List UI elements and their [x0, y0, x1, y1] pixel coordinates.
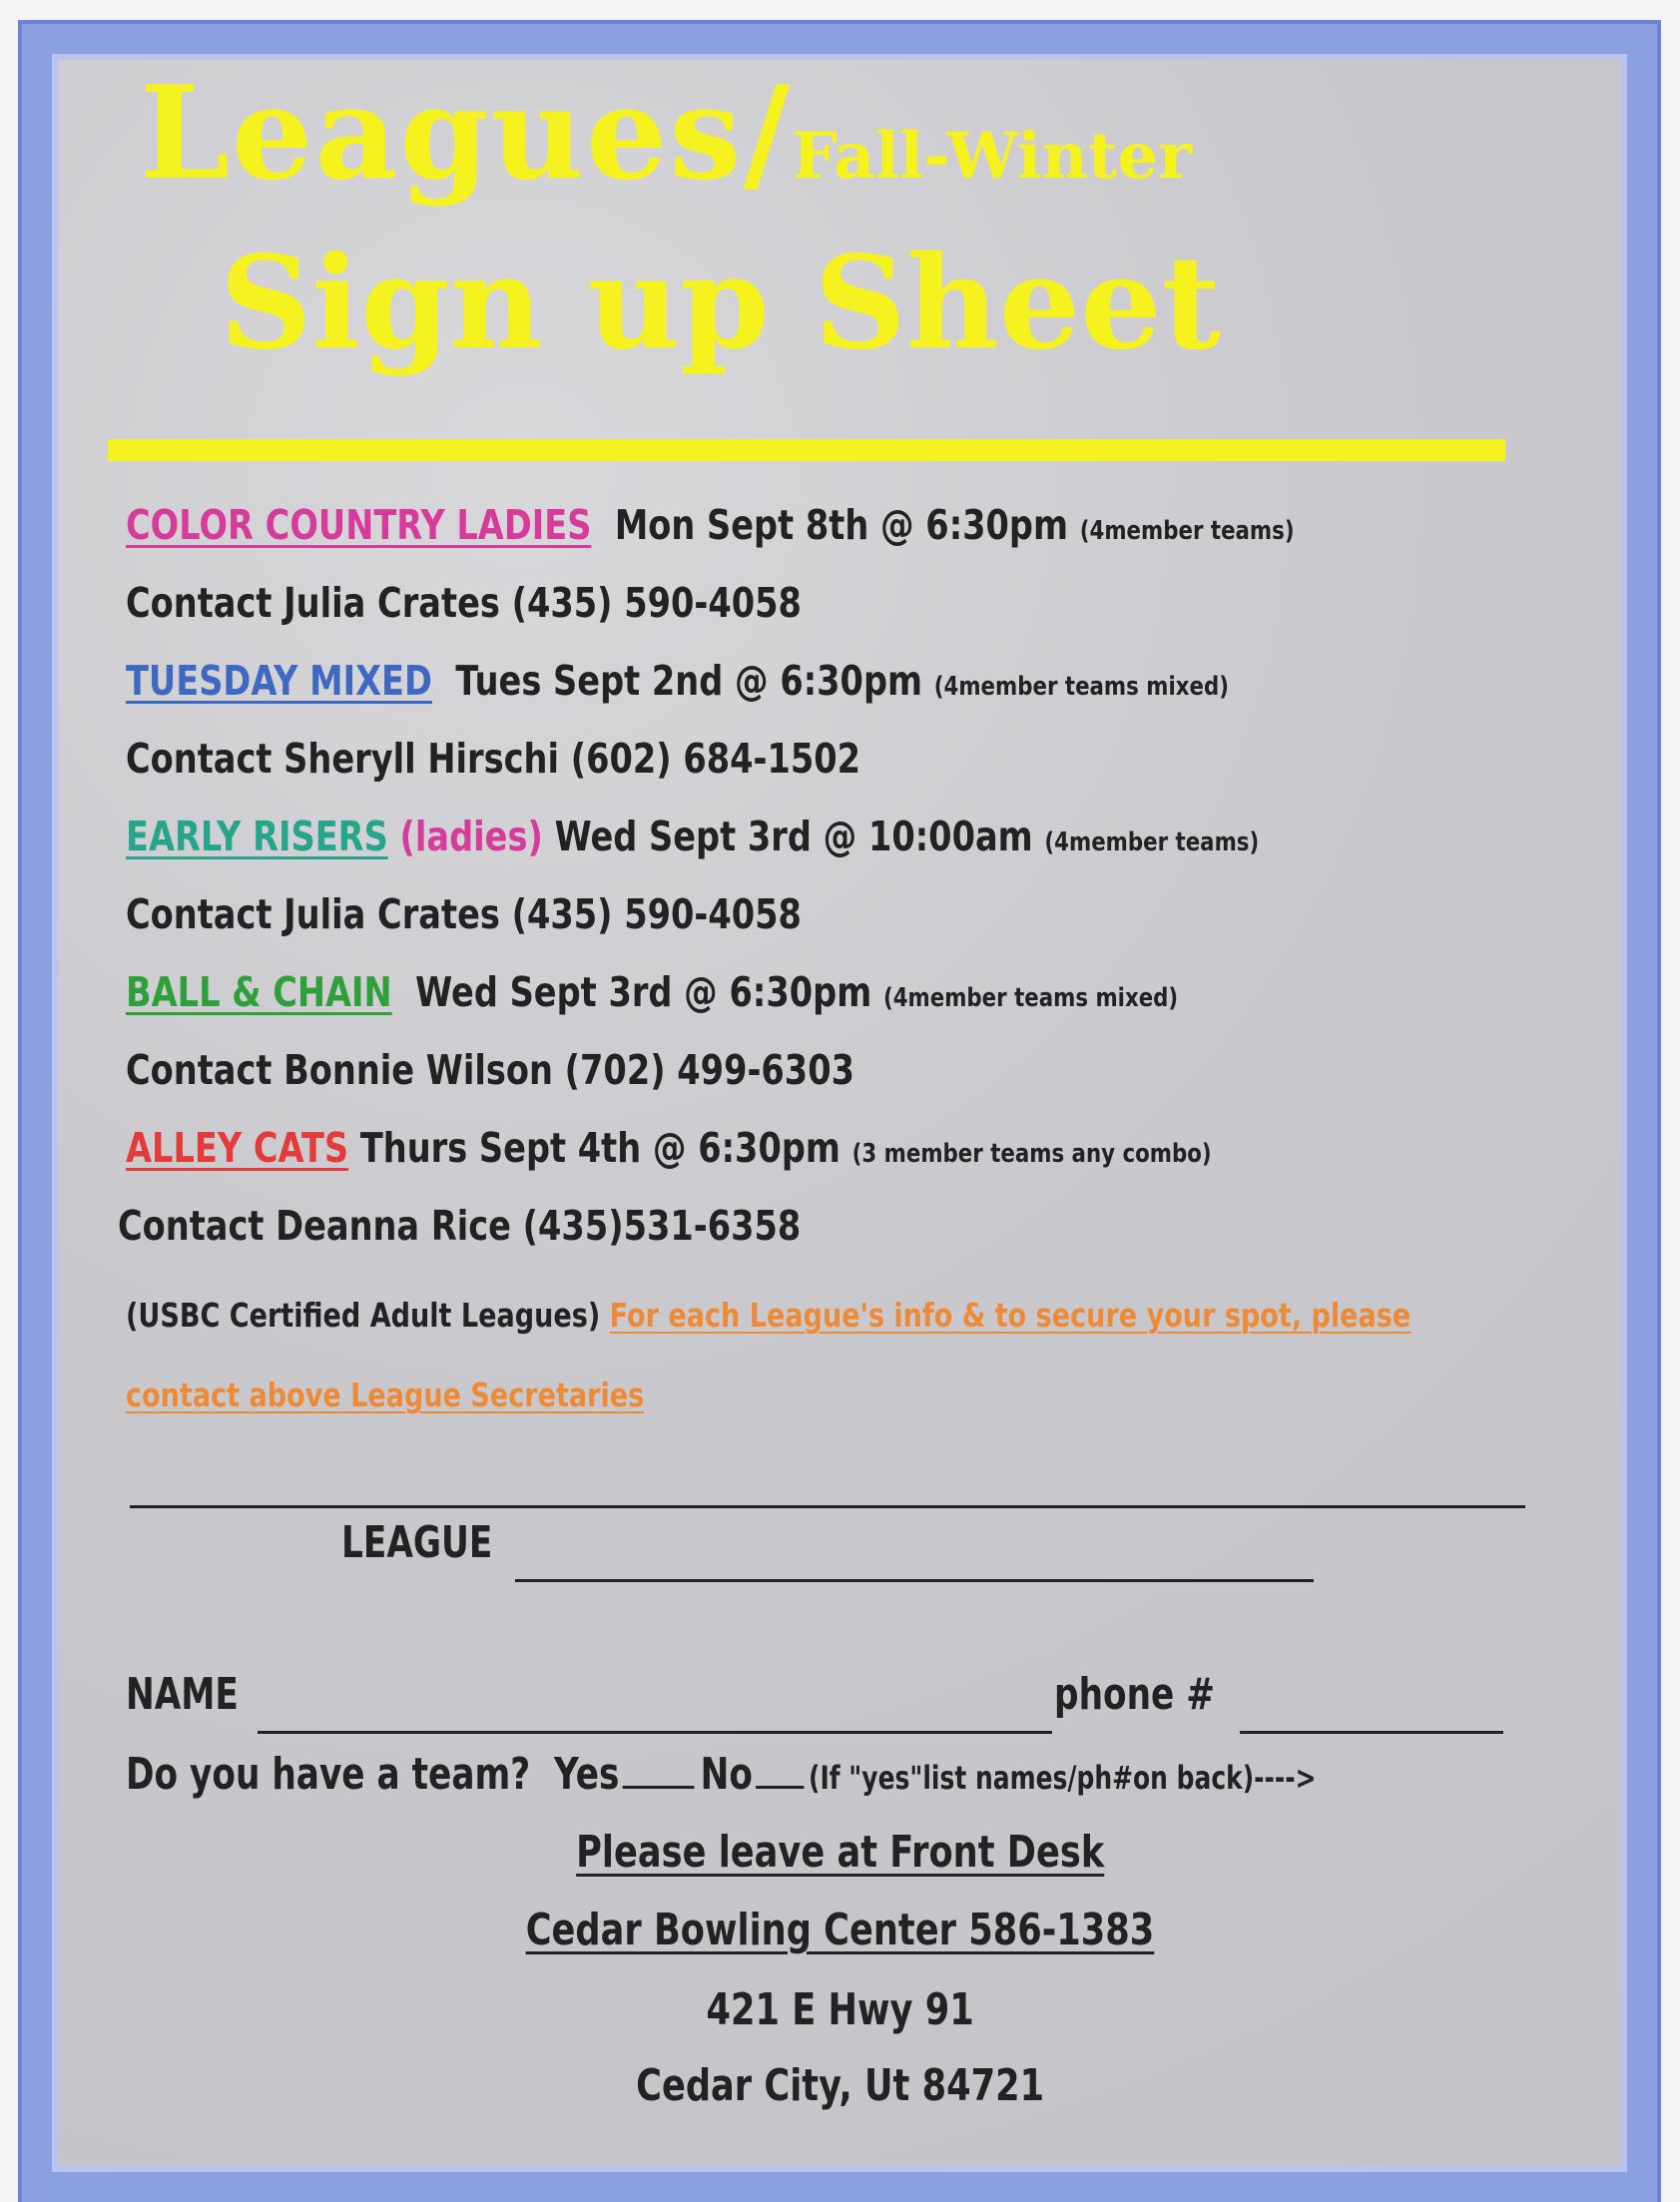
league-team-size: (3 member teams any combo) — [851, 1139, 1212, 1169]
yes-label: Yes — [554, 1749, 620, 1800]
league-qualifier: (ladies) — [399, 813, 543, 860]
center-name-row — [0, 1905, 1680, 1955]
league-contact-ball-chain: Contact Bonnie Wilson (702) 499-6303 — [126, 1046, 854, 1094]
leave-note: Please leave at Front Desk — [575, 1827, 1105, 1878]
name-label: NAME — [126, 1669, 239, 1720]
team-question-row — [126, 1749, 1316, 1800]
league-input[interactable] — [515, 1579, 1314, 1582]
yes-input[interactable] — [623, 1786, 695, 1789]
title-season: Fall-Winter — [792, 119, 1192, 194]
name-input[interactable] — [258, 1731, 1052, 1734]
certified-note: (USBC Certified Adult Leagues) — [126, 1296, 601, 1335]
no-input[interactable] — [756, 1786, 804, 1789]
league-team-size: (4member teams mixed) — [882, 983, 1179, 1013]
league-name-early-risers: EARLY RISERS — [126, 813, 388, 860]
address-line-1-row — [0, 1984, 1680, 2035]
title-divider — [108, 439, 1505, 461]
league-name-alley-cats: ALLEY CATS — [126, 1124, 349, 1172]
address-line-2-row — [0, 2060, 1680, 2111]
league-name-ball-chain: BALL & CHAIN — [126, 968, 392, 1016]
address-line-2: Cedar City, Ut 84721 — [636, 2060, 1044, 2111]
league-schedule: Mon Sept 8th @ 6:30pm — [614, 501, 1069, 549]
address-line-1: 421 E Hwy 91 — [706, 1984, 974, 2035]
form-divider — [130, 1505, 1525, 1508]
league-label: LEAGUE — [341, 1517, 493, 1568]
title-signup: Sign up Sheet — [220, 229, 1221, 378]
title-leagues: Leagues/ — [140, 59, 793, 209]
league-row-color-country — [126, 501, 1295, 549]
league-team-size: (4member teams) — [1079, 516, 1295, 546]
info-note-text-2: contact above League Secretaries — [126, 1376, 645, 1414]
league-row-tuesday-mixed — [126, 657, 1229, 705]
league-row-early-risers — [126, 813, 1259, 860]
info-note-text: For each League's info & to secure your spot, please — [609, 1296, 1411, 1335]
league-row-alley-cats — [126, 1124, 1212, 1172]
league-contact-early-risers: Contact Julia Crates (435) 590-4058 — [126, 890, 802, 938]
league-schedule: Wed Sept 3rd @ 6:30pm — [415, 968, 872, 1016]
phone-label: phone # — [1054, 1669, 1215, 1720]
leave-note-row — [0, 1827, 1680, 1878]
league-schedule: Tues Sept 2nd @ 6:30pm — [455, 657, 923, 705]
league-schedule: Wed Sept 3rd @ 10:00am — [554, 813, 1033, 860]
info-note-line-1 — [126, 1296, 1410, 1335]
center-name: Cedar Bowling Center 586-1383 — [525, 1905, 1155, 1955]
league-row-ball-chain — [126, 968, 1178, 1016]
league-name-tuesday-mixed: TUESDAY MIXED — [126, 657, 432, 705]
league-team-size: (4member teams) — [1044, 827, 1260, 857]
league-contact-tuesday-mixed: Contact Sheryll Hirschi (602) 684-1502 — [126, 735, 861, 783]
league-contact-alley-cats: Contact Deanna Rice (435)531-6358 — [118, 1202, 802, 1250]
team-question: Do you have a team? — [126, 1749, 531, 1800]
league-name-color-country: COLOR COUNTRY LADIES — [126, 501, 592, 549]
league-team-size: (4member teams mixed) — [933, 672, 1230, 702]
no-label: No — [700, 1749, 753, 1800]
phone-input[interactable] — [1240, 1731, 1503, 1734]
league-contact-color-country: Contact Julia Crates (435) 590-4058 — [126, 579, 802, 627]
title-line-1 — [140, 59, 1192, 209]
info-note-line-2 — [126, 1376, 644, 1414]
league-schedule: Thurs Sept 4th @ 6:30pm — [359, 1124, 840, 1172]
team-hint: (If "yes"list names/ph#on back)----> — [809, 1759, 1317, 1797]
